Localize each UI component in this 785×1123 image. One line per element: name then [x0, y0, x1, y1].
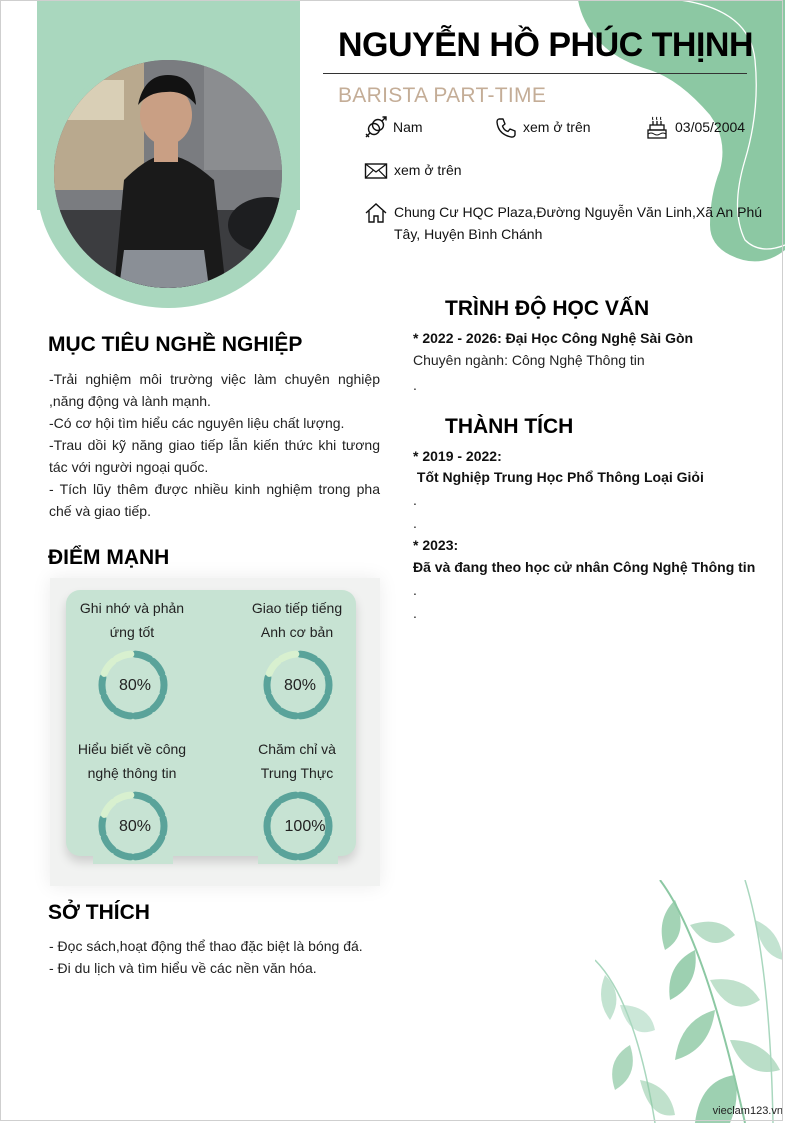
objective-heading: MỤC TIÊU NGHỀ NGHIỆP [48, 333, 303, 356]
ring-segment [117, 711, 131, 716]
hobby-line: - Đi du lịch và tìm hiểu về các nền văn hóa. [49, 960, 317, 976]
ring-segment [318, 802, 327, 814]
ring-segment [117, 795, 131, 800]
achievement-2-year: * 2023: [413, 537, 459, 553]
name-divider [323, 73, 747, 74]
objective-line: ,năng động và lành mạnh. [49, 393, 211, 409]
ring-segment [153, 661, 162, 673]
birthday-value: 03/05/2004 [675, 119, 746, 135]
skill-label: Giao tiếp tiếng Anh cơ bản [251, 600, 343, 640]
ring-segment [318, 838, 327, 850]
skill-label: Hiểu biết về công nghệ thông tin [77, 741, 187, 781]
achievement-dot: . [413, 515, 417, 531]
ring-segment [104, 661, 113, 673]
skill-percent: 80% [283, 677, 317, 694]
education-major: Chuyên ngành: Công Nghệ Thông tin [413, 352, 645, 368]
education-heading: TRÌNH ĐỘ HỌC VẤN [445, 297, 650, 320]
ring-segment [269, 802, 278, 814]
phone-icon [494, 116, 518, 140]
ring-segment [318, 661, 327, 673]
achievements-heading: THÀNH TÍCH [445, 415, 574, 438]
achievement-2-text: Đã và đang theo học cử nhân Công Nghệ Thông tin [413, 559, 756, 575]
address-line-2: Tây, Huyện Bình Chánh [394, 226, 543, 242]
ring-segment [104, 697, 113, 709]
ring-segment [104, 838, 113, 850]
ring-segment [282, 654, 296, 659]
strengths-heading: ĐIỂM MẠNH [48, 546, 170, 569]
achievement-1-text: Tốt Nghiệp Trung Học Phổ Thông Loại Giỏi [413, 469, 704, 485]
ring-segment [300, 654, 314, 659]
leaf-decoration [595, 880, 785, 1123]
skill-percent: 80% [118, 818, 152, 835]
ring-segment [269, 838, 278, 850]
ring-segment [135, 852, 149, 857]
objective-line: -Có cơ hội tìm hiểu các nguyên liệu chất lượng. [49, 415, 345, 431]
ring-segment [300, 711, 314, 716]
email-value: xem ở trên [394, 162, 462, 178]
ring-segment [282, 711, 296, 716]
skill-percent: 80% [118, 677, 152, 694]
education-dot: . [413, 377, 417, 393]
ring-segment [300, 852, 314, 857]
ring-segment [135, 711, 149, 716]
objective-text [49, 368, 380, 522]
skill-label: Chăm chỉ và Trung Thực [258, 741, 336, 781]
objective-line: -Trau dồi kỹ năng giao tiếp lẫn kiến thức khi tương [49, 437, 380, 453]
footer-watermark: vieclam123.vn [712, 1105, 783, 1117]
ring-segment [117, 654, 131, 659]
objective-line: - Tích lũy thêm được nhiều kinh nghiệm trong pha [49, 481, 380, 497]
ring-segment [282, 852, 296, 857]
hobby-line: - Đọc sách,hoạt động thể thao đặc biệt là bóng đá. [49, 938, 363, 954]
ring-segment [282, 795, 296, 800]
education-entry: * 2022 - 2026: Đại Học Công Nghệ Sài Gòn [413, 330, 694, 346]
mail-icon [364, 161, 388, 181]
ring-segment [153, 802, 162, 814]
avatar [54, 60, 282, 288]
cake-icon [646, 116, 668, 140]
skill-percent: 100% [284, 818, 326, 835]
objective-line: chế và giao tiếp. [49, 503, 151, 519]
home-icon [364, 201, 388, 225]
phone-value: xem ở trên [523, 119, 591, 135]
ring-segment [117, 852, 131, 857]
achievement-dot: . [413, 492, 417, 508]
ring-segment [318, 697, 327, 709]
gender-value: Nam [393, 119, 423, 135]
achievement-dot: . [413, 582, 417, 598]
ring-segment [153, 697, 162, 709]
hobbies-heading: SỞ THÍCH [48, 901, 150, 924]
ring-segment [300, 795, 314, 800]
candidate-name: NGUYỄN HỒ PHÚC THỊNH [338, 26, 754, 64]
ring-segment [153, 838, 162, 850]
ring-segment [135, 795, 149, 800]
address-line-1: Chung Cư HQC Plaza,Đường Nguyễn Văn Linh,Xã An Phú [394, 204, 763, 220]
objective-line: -Trải nghiệm môi trường việc làm chuyên nghiệp [49, 371, 380, 387]
job-title: BARISTA PART-TIME [338, 84, 547, 107]
ring-segment [104, 802, 113, 814]
achievement-1-year: * 2019 - 2022: [413, 448, 502, 464]
ring-segment [269, 697, 278, 709]
skill-label: Ghi nhớ và phản ứng tốt [79, 600, 185, 640]
ring-segment [135, 654, 149, 659]
ring-segment [269, 661, 278, 673]
hobbies-text [49, 935, 389, 979]
gender-icon [364, 115, 388, 139]
achievement-dot: . [413, 605, 417, 621]
objective-line: tác với người ngoại quốc. [49, 459, 209, 475]
